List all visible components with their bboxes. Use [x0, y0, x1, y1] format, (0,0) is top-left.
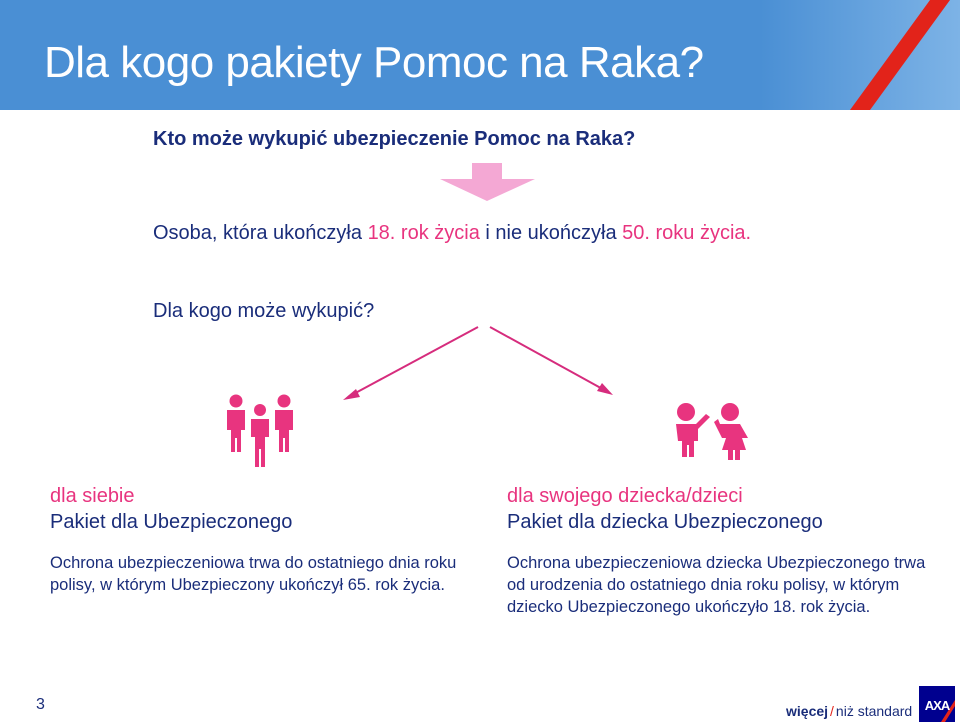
slogan-part2: niż standard	[835, 703, 913, 719]
question-for-whom: Dla kogo może wykupić?	[153, 300, 375, 322]
age-text-1: Osoba, która ukończyła	[153, 222, 368, 244]
footer-slogan	[786, 703, 912, 719]
age-min: 18. rok życia	[367, 222, 480, 244]
axa-logo-icon	[919, 686, 955, 722]
children-icon	[668, 402, 750, 460]
page-title: Dla kogo pakiety Pomoc na Raka?	[44, 38, 704, 87]
slogan-part1: więcej	[786, 703, 829, 719]
age-max: 50. roku życia.	[622, 222, 752, 244]
slogan-separator: /	[830, 703, 834, 719]
axa-logo-text: AXA	[924, 698, 950, 713]
package-child-heading: Pakiet dla dziecka Ubezpieczonego	[507, 511, 823, 533]
package-self-heading: Pakiet dla Ubezpieczonego	[50, 511, 293, 533]
package-self	[50, 484, 470, 596]
package-child-label: dla swojego dziecka/dzieci	[507, 485, 743, 507]
page-number: 3	[36, 696, 45, 713]
age-text-2: i nie ukończyła	[479, 222, 623, 244]
family-icon	[224, 393, 296, 471]
package-self-label: dla siebie	[50, 485, 135, 507]
package-self-description: Ochrona ubezpieczeniowa trwa do ostatniego dnia roku polisy, w którym Ubezpieczony ukończył 65. rok życia.	[50, 554, 457, 594]
question-who-can-buy: Kto może wykupić ubezpieczenie Pomoc na Raka?	[153, 128, 636, 150]
package-child	[507, 484, 937, 618]
package-child-description: Ochrona ubezpieczeniowa dziecka Ubezpieczonego trwa od urodzenia do ostatniego dnia roku polisy, w którym dziecko Ubezpieczonego ukończyło 18. rok życia.	[507, 554, 926, 616]
